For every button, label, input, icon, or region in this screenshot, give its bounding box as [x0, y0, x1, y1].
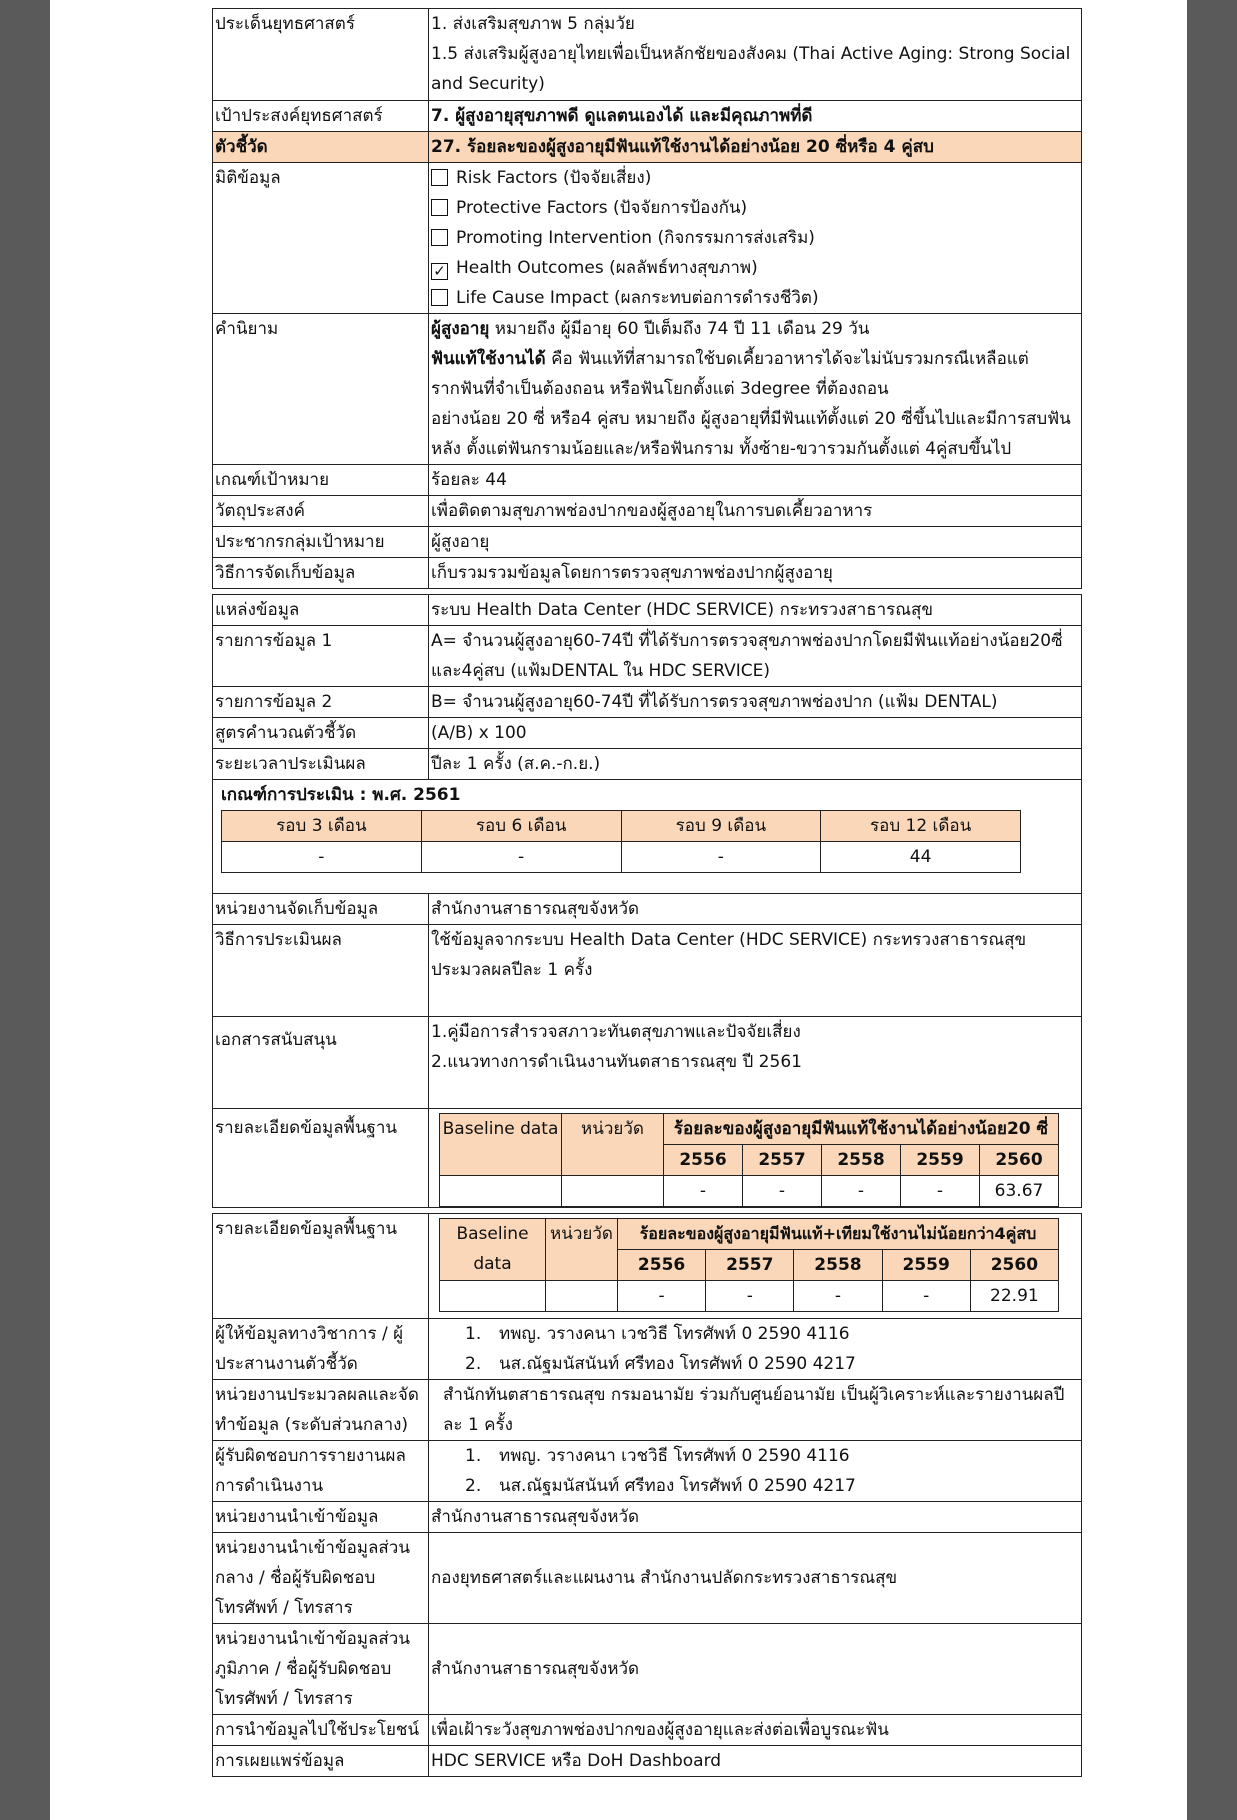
baseline2-table [439, 1218, 1059, 1312]
label-import-central: หน่วยงานนำเข้าข้อมูลส่วนกลาง / ชื่อผู้รับผิดชอบ โทรศัพท์ / โทรสาร [213, 1533, 429, 1624]
label-baseline1: รายละเอียดข้อมูลพื้นฐาน [213, 1109, 429, 1208]
responsible-n2: 2. [465, 1476, 482, 1496]
criteria-value: 44 [821, 842, 1021, 873]
section-a [212, 8, 1082, 589]
row-responsible [213, 1441, 1082, 1502]
dimension-label: Life Cause Impact (ผลกระทบต่อการดำรงชีวิต) [456, 288, 819, 308]
dimension-label: Health Outcomes (ผลลัพธ์ทางสุขภาพ) [456, 258, 758, 278]
value-goal: 7. ผู้สูงอายุสุขภาพดี ดูแลตนเองได้ และมีคุณภาพที่ดี [429, 101, 1082, 132]
criteria-header: รอบ 3 เดือน [222, 811, 422, 842]
baseline2-h-unit: หน่วยวัด [546, 1219, 618, 1281]
baseline2-year: 2559 [882, 1250, 970, 1281]
check-icon: ✓ [433, 262, 446, 280]
section-c [212, 1213, 1082, 1777]
criteria-table [221, 810, 1021, 873]
row-import-region [213, 1624, 1082, 1715]
row-dimension [213, 163, 1082, 314]
value-baseline2 [429, 1214, 1082, 1319]
label-academic: ผู้ให้ข้อมูลทางวิชาการ / ผู้ประสานงานตัวชี้วัด [213, 1319, 429, 1380]
section-b [212, 594, 1082, 1208]
row-objective [213, 496, 1082, 527]
baseline2-h-baseline: Baseline data [440, 1219, 546, 1281]
baseline2-value: - [882, 1281, 970, 1312]
dimension-label: Promoting Intervention (กิจกรรมการส่งเสริม) [456, 228, 815, 248]
baseline2-cell [546, 1281, 618, 1312]
row-item1 [213, 626, 1082, 687]
value-objective: เพื่อติดตามสุขภาพช่องปากของผู้สูงอายุในการบดเคี้ยวอาหาร [429, 496, 1082, 527]
dimension-item [431, 223, 1079, 253]
row-method [213, 558, 1082, 589]
value-population: ผู้สูงอายุ [429, 527, 1082, 558]
row-strategy [213, 9, 1082, 101]
label-item2: รายการข้อมูล 2 [213, 687, 429, 718]
baseline2-value: - [618, 1281, 706, 1312]
baseline1-cell [562, 1176, 664, 1207]
row-central [213, 1380, 1082, 1441]
checkbox-protective[interactable] [431, 199, 448, 216]
value-docs [429, 1017, 1082, 1109]
label-population: ประชากรกลุ่มเป้าหมาย [213, 527, 429, 558]
value-formula: (A/B) x 100 [429, 718, 1082, 749]
label-period: ระยะเวลาประเมินผล [213, 749, 429, 780]
value-import-unit: สำนักงานสาธารณสุขจังหวัด [429, 1502, 1082, 1533]
baseline1-year: 2557 [743, 1145, 822, 1176]
dimension-item [431, 253, 1079, 283]
row-definition [213, 314, 1082, 465]
label-target: เกณฑ์เป้าหมาย [213, 465, 429, 496]
value-central: สำนักทันตสาธารณสุข กรมอนามัย ร่วมกับศูนย์อนามัย เป็นผู้วิเคราะห์และรายงานผลปีละ 1 ครั้ง [429, 1380, 1082, 1441]
responsible-p1: ทพญ. วรางคนา เวชวิธี โทรศัพท์ 0 2590 4116 [499, 1446, 850, 1466]
dimension-item [431, 193, 1079, 223]
baseline1-value: - [743, 1176, 822, 1207]
baseline2-value: - [706, 1281, 794, 1312]
baseline2-value: 22.91 [970, 1281, 1058, 1312]
academic-p1: ทพญ. วรางคนา เวชวิธี โทรศัพท์ 0 2590 4116 [499, 1324, 850, 1344]
label-responsible: ผู้รับผิดชอบการรายงานผลการดำเนินงาน [213, 1441, 429, 1502]
criteria-value: - [621, 842, 821, 873]
responsible-p2: นส.ณัฐมนัสนันท์ ศรีทอง โทรศัพท์ 0 2590 4217 [499, 1476, 856, 1496]
value-usage: เพื่อเฝ้าระวังสุขภาพช่องปากของผู้สูงอายุและส่งต่อเพื่อบูรณะฟัน [429, 1715, 1082, 1746]
criteria-value: - [222, 842, 422, 873]
term-elderly: ผู้สูงอายุ [431, 319, 490, 339]
value-item1: A= จำนวนผู้สูงอายุ60-74ปี ที่ได้รับการตรวจสุขภาพช่องปากโดยมีฟันแท้อย่างน้อย20ซี่และ4คู่สบ (แฟ้มDENTAL ใน HDC SERVICE) [429, 626, 1082, 687]
row-baseline2 [213, 1214, 1082, 1319]
value-item2: B= จำนวนผู้สูงอายุ60-74ปี ที่ได้รับการตรวจสุขภาพช่องปาก (แฟ้ม DENTAL) [429, 687, 1082, 718]
dimension-label: Risk Factors (ปัจจัยเสี่ยง) [456, 168, 652, 188]
label-central: หน่วยงานประมวลผลและจัดทำข้อมูล (ระดับส่วนกลาง) [213, 1380, 429, 1441]
value-source: ระบบ Health Data Center (HDC SERVICE) กระทรวงสาธารณสุข [429, 595, 1082, 626]
dimension-label: Protective Factors (ปัจจัยการป้องกัน) [456, 198, 748, 218]
row-source [213, 595, 1082, 626]
baseline2-h-title: ร้อยละของผู้สูงอายุมีฟันแท้+เทียมใช้งานไม่น้อยกว่า4คู่สบ [618, 1219, 1059, 1250]
label-import-region: หน่วยงานนำเข้าข้อมูลส่วนภูมิภาค / ชื่อผู้รับผิดชอบ โทรศัพท์ / โทรสาร [213, 1624, 429, 1715]
label-usage: การนำข้อมูลไปใช้ประโยชน์ [213, 1715, 429, 1746]
row-target [213, 465, 1082, 496]
row-criteria [213, 780, 1082, 894]
label-item1: รายการข้อมูล 1 [213, 626, 429, 687]
checkbox-risk[interactable] [431, 169, 448, 186]
value-definition [429, 314, 1082, 465]
criteria-header: รอบ 6 เดือน [421, 811, 621, 842]
responsible-n1: 1. [465, 1446, 482, 1466]
row-population [213, 527, 1082, 558]
dimension-item [431, 283, 1079, 313]
value-academic [429, 1319, 1082, 1380]
dimension-item [431, 163, 1079, 193]
baseline1-h-title: ร้อยละของผู้สูงอายุมีฟันแท้ใช้งานได้อย่างน้อย20 ซี่ [664, 1114, 1059, 1145]
row-formula [213, 718, 1082, 749]
baseline1-year: 2558 [822, 1145, 901, 1176]
row-publish [213, 1746, 1082, 1777]
label-objective: วัตถุประสงค์ [213, 496, 429, 527]
baseline2-year: 2560 [970, 1250, 1058, 1281]
row-import-central [213, 1533, 1082, 1624]
row-import-unit [213, 1502, 1082, 1533]
baseline1-h-unit: หน่วยวัด [562, 1114, 664, 1176]
docs-line1: 1.คู่มือการสำรวจสภาวะทันตสุขภาพและปัจจัยเสี่ยง [431, 1022, 801, 1042]
label-formula: สูตรคำนวณตัวชี้วัด [213, 718, 429, 749]
baseline2-year: 2557 [706, 1250, 794, 1281]
baseline1-year: 2560 [980, 1145, 1059, 1176]
value-period: ปีละ 1 ครั้ง (ส.ค.-ก.ย.) [429, 749, 1082, 780]
baseline2-cell [440, 1281, 546, 1312]
checkbox-promoting[interactable] [431, 229, 448, 246]
term-teeth: ฟันแท้ใช้งานได้ [431, 349, 546, 369]
criteria-header: รอบ 9 เดือน [621, 811, 821, 842]
row-docs [213, 1017, 1082, 1109]
baseline2-year: 2558 [794, 1250, 882, 1281]
baseline1-value: 63.67 [980, 1176, 1059, 1207]
label-unit: หน่วยงานจัดเก็บข้อมูล [213, 894, 429, 925]
label-eval: วิธีการประเมินผล [213, 925, 429, 1017]
value-target: ร้อยละ 44 [429, 465, 1082, 496]
value-publish: HDC SERVICE หรือ DoH Dashboard [429, 1746, 1082, 1777]
checkbox-life-cause[interactable] [431, 289, 448, 306]
label-goal: เป้าประสงค์ยุทธศาสตร์ [213, 101, 429, 132]
dimension-list [429, 163, 1082, 314]
value-baseline1 [429, 1109, 1082, 1208]
label-indicator: ตัวชี้วัด [213, 132, 429, 163]
row-period [213, 749, 1082, 780]
row-eval [213, 925, 1082, 1017]
baseline1-cell [440, 1176, 562, 1207]
value-eval: ใช้ข้อมูลจากระบบ Health Data Center (HDC SERVICE) กระทรวงสาธารณสุข ประมวลผลปีละ 1 ครั้ง [429, 925, 1082, 1017]
value-responsible [429, 1441, 1082, 1502]
row-academic [213, 1319, 1082, 1380]
value-unit: สำนักงานสาธารณสุขจังหวัด [429, 894, 1082, 925]
value-strategy [429, 9, 1082, 101]
row-item2 [213, 687, 1082, 718]
label-strategy: ประเด็นยุทธศาสตร์ [213, 9, 429, 101]
strategy-line1: 1. ส่งเสริมสุขภาพ 5 กลุ่มวัย [431, 14, 635, 34]
label-source: แหล่งข้อมูล [213, 595, 429, 626]
value-import-central: กองยุทธศาสตร์และแผนงาน สำนักงานปลัดกระทรวงสาธารณสุข [429, 1533, 1082, 1624]
label-docs: เอกสารสนับสนุน [213, 1017, 429, 1109]
criteria-title: เกณฑ์การประเมิน : พ.ศ. 2561 [221, 785, 461, 805]
baseline1-value: - [822, 1176, 901, 1207]
label-import-unit: หน่วยงานนำเข้าข้อมูล [213, 1502, 429, 1533]
value-method: เก็บรวมรวมข้อมูลโดยการตรวจสุขภาพช่องปากผู้สูงอายุ [429, 558, 1082, 589]
criteria-cell [213, 780, 1082, 894]
docs-line2: 2.แนวทางการดำเนินงานทันตสาธารณสุข ปี 2561 [431, 1052, 802, 1072]
row-baseline1 [213, 1109, 1082, 1208]
row-unit [213, 894, 1082, 925]
baseline1-year: 2559 [901, 1145, 980, 1176]
row-usage [213, 1715, 1082, 1746]
def-elderly: หมายถึง ผู้มีอายุ 60 ปีเต็มถึง 74 ปี 11 เดือน 29 วัน [489, 319, 870, 339]
academic-n1: 1. [465, 1324, 482, 1344]
academic-p2: นส.ณัฐมนัสนันท์ ศรีทอง โทรศัพท์ 0 2590 4217 [499, 1354, 856, 1374]
label-publish: การเผยแพร่ข้อมูล [213, 1746, 429, 1777]
baseline1-table [439, 1113, 1059, 1207]
academic-n2: 2. [465, 1354, 482, 1374]
strategy-line2: 1.5 ส่งเสริมผู้สูงอายุไทยเพื่อเป็นหลักชัยของสังคม (Thai Active Aging: Strong Social and Security) [431, 44, 1071, 94]
baseline1-value: - [664, 1176, 743, 1207]
baseline2-year: 2556 [618, 1250, 706, 1281]
checkbox-health-outcomes[interactable] [431, 263, 448, 280]
label-dimension: มิติข้อมูล [213, 163, 429, 314]
def-teeth: คือ ฟันแท้ที่สามารถใช้บดเคี้ยวอาหารได้จะไม่นับรวมกรณีเหลือแต่รากฟันที่จำเป็นต้องถอน หรือฟันโยกตั้งแต่ 3degree ที่ต้องถอน [431, 349, 1029, 399]
baseline1-h-baseline: Baseline data [440, 1114, 562, 1176]
row-indicator [213, 132, 1082, 163]
def-pairs: อย่างน้อย 20 ซี่ หรือ4 คู่สบ หมายถึง ผู้สูงอายุที่มีฟันแท้ตั้งแต่ 20 ซี่ขึ้นไปและมีการสบฟันหลัง ตั้งแต่ฟันกรามน้อยและ/หรือฟันกราม ทั้งซ้าย-ขวารวมกันตั้งแต่ 4คู่สบขึ้นไป [431, 409, 1071, 459]
row-goal [213, 101, 1082, 132]
criteria-value: - [421, 842, 621, 873]
baseline1-year: 2556 [664, 1145, 743, 1176]
value-import-region: สำนักงานสาธารณสุขจังหวัด [429, 1624, 1082, 1715]
label-method: วิธีการจัดเก็บข้อมูล [213, 558, 429, 589]
baseline2-value: - [794, 1281, 882, 1312]
value-indicator: 27. ร้อยละของผู้สูงอายุมีฟันแท้ใช้งานได้อย่างน้อย 20 ซี่หรือ 4 คู่สบ [429, 132, 1082, 163]
label-baseline2: รายละเอียดข้อมูลพื้นฐาน [213, 1214, 429, 1319]
criteria-header: รอบ 12 เดือน [821, 811, 1021, 842]
baseline1-value: - [901, 1176, 980, 1207]
label-definition: คำนิยาม [213, 314, 429, 465]
